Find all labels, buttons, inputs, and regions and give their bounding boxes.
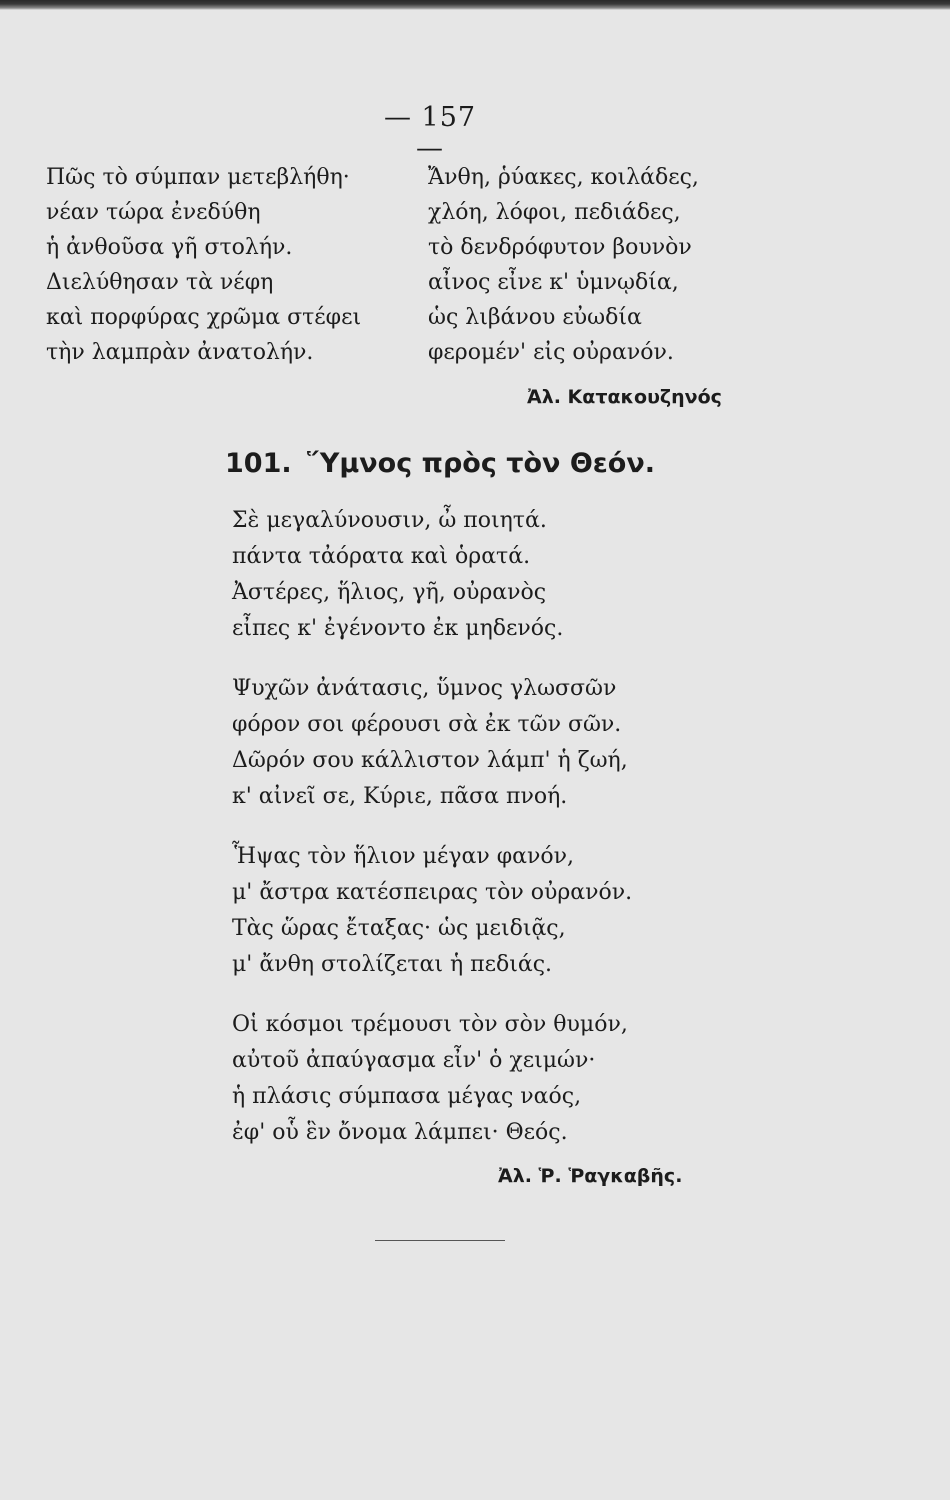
verse-line: αἶνος εἶνε κ' ὑμνῳδία, xyxy=(428,270,679,295)
verse-line: ἡ πλάσις σύμπασα μέγας ναός, xyxy=(232,1084,582,1109)
verse-line: Σὲ μεγαλύνουσιν, ὦ ποιητά. xyxy=(232,508,547,533)
verse-line: Ἀστέρες, ἥλιος, γῆ, οὐρανὸς xyxy=(232,580,547,605)
verse-line: Διελύθησαν τὰ νέφη xyxy=(46,270,274,295)
poem-number: 101. xyxy=(225,448,292,479)
verse-line: ἐφ' οὗ ἓν ὄνομα λάμπει· Θεός. xyxy=(232,1120,568,1145)
scan-top-edge xyxy=(0,0,950,10)
poem-title: Ὕμνος πρὸς τὸν Θεόν. xyxy=(307,448,655,479)
verse-line: φόρον σοι φέρουσι σὰ ἐκ τῶν σῶν. xyxy=(232,712,622,737)
stanza-2 xyxy=(232,671,632,815)
verse-line: αὐτοῦ ἀπαύγασμα εἶν' ὁ χειμών· xyxy=(232,1048,596,1073)
author-attribution-rangavis: Ἀλ. Ῥ. Ῥαγκαβῆς. xyxy=(498,1165,683,1187)
verse-line: Οἱ κόσμοι τρέμουσι τὸν σὸν θυμόν, xyxy=(232,1012,628,1037)
verse-line: Πῶς τὸ σύμπαν μετεβλήθη· xyxy=(46,165,350,190)
verse-line: Τὰς ὥρας ἔταξας· ὡς μειδιᾷς, xyxy=(232,916,566,941)
right-column-verse xyxy=(428,160,699,370)
verse-line: φερομέν' εἰς οὐρανόν. xyxy=(428,340,674,365)
stanza-1 xyxy=(232,503,632,647)
verse-line: ἡ ἀνθοῦσα γῆ στολήν. xyxy=(46,235,293,260)
verse-line: ὡς λιβάνου εὐωδία xyxy=(428,305,642,330)
verse-line: μ' ἄστρα κατέσπειρας τὸν οὐρανόν. xyxy=(232,880,633,905)
verse-line: Ψυχῶν ἀνάτασις, ὕμνος γλωσσῶν xyxy=(232,676,617,701)
poem-body xyxy=(232,503,632,1151)
verse-line: πάντα τἀόρατα καὶ ὁρατά. xyxy=(232,544,531,569)
verse-line: χλόη, λόφοι, πεδιάδες, xyxy=(428,200,681,225)
page-number: — 157 — xyxy=(383,102,477,164)
stanza-4 xyxy=(232,1007,632,1151)
left-column-verse xyxy=(46,160,361,370)
verse-line: εἶπες κ' ἐγένοντο ἐκ μηδενός. xyxy=(232,616,564,641)
verse-line: μ' ἄνθη στολίζεται ἡ πεδιάς. xyxy=(232,952,553,977)
verse-line: νέαν τώρα ἐνεδύθη xyxy=(46,200,261,225)
verse-line: τὸ δενδρόφυτον βουνὸν xyxy=(428,235,692,260)
stanza-3 xyxy=(232,839,632,983)
verse-line: τὴν λαμπρὰν ἀνατολήν. xyxy=(46,340,314,365)
verse-line: Ἄνθη, ῥύακες, κοιλάδες, xyxy=(428,165,699,190)
poem-heading xyxy=(225,448,655,479)
verse-line: Δῶρόν σου κάλλιστον λάμπ' ἡ ζωή, xyxy=(232,748,628,773)
verse-line: Ἧψας τὸν ἥλιον μέγαν φανόν, xyxy=(232,844,574,869)
verse-line: κ' αἰνεῖ σε, Κύριε, πᾶσα πνοή. xyxy=(232,784,568,809)
section-divider xyxy=(375,1240,505,1241)
verse-line: καὶ πορφύρας χρῶμα στέφει xyxy=(46,305,362,330)
author-attribution-katakouzinos: Ἀλ. Κατακουζηνός xyxy=(527,386,722,408)
